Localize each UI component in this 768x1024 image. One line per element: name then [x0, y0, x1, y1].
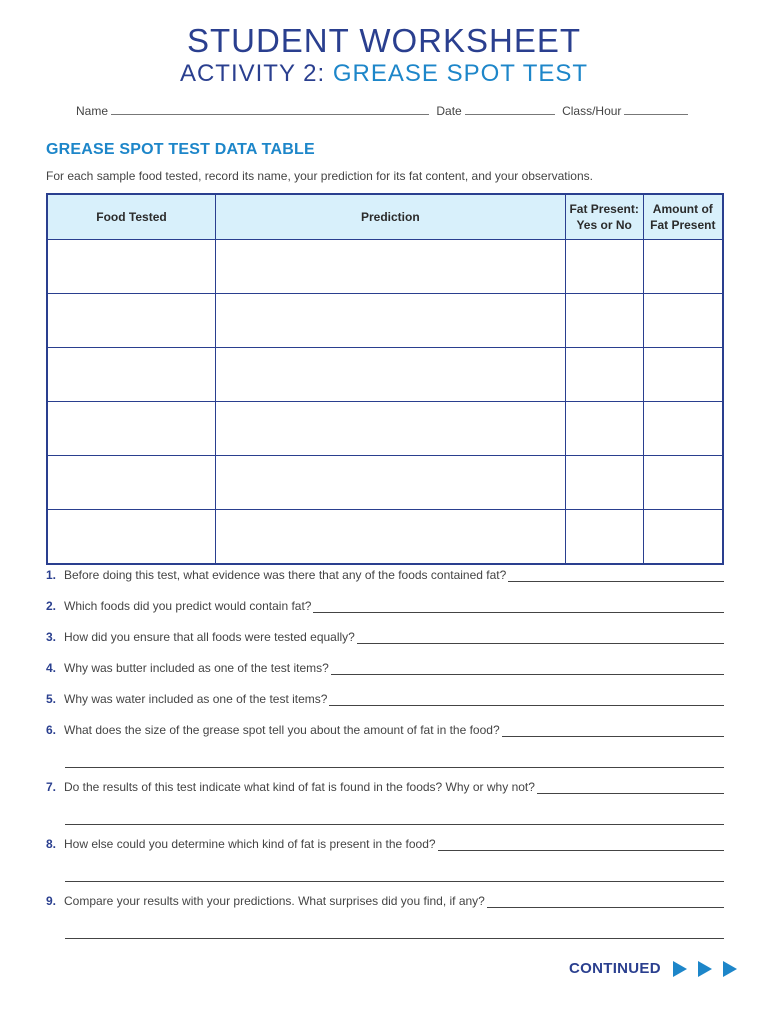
- fat-present-cell[interactable]: [565, 402, 643, 456]
- prediction-cell[interactable]: [215, 240, 565, 294]
- question-number: 1.: [46, 568, 57, 582]
- answer-line[interactable]: [331, 664, 724, 675]
- prediction-cell[interactable]: [215, 510, 565, 565]
- fat-present-cell[interactable]: [565, 510, 643, 565]
- answer-line[interactable]: [65, 767, 724, 768]
- food-cell[interactable]: [47, 456, 215, 510]
- table-row: [47, 240, 723, 294]
- table-row: [47, 348, 723, 402]
- question-number: 9.: [46, 894, 57, 908]
- table-row: [47, 456, 723, 510]
- question-text: How else could you determine which kind of fat is present in the food?: [64, 837, 436, 851]
- header-line: Fat Present: [650, 218, 716, 232]
- answer-line[interactable]: [438, 840, 724, 851]
- prediction-cell[interactable]: [215, 456, 565, 510]
- date-field[interactable]: [465, 103, 555, 115]
- question-text: How did you ensure that all foods were tested equally?: [64, 630, 355, 644]
- data-table: [46, 193, 724, 565]
- section-title: GREASE SPOT TEST DATA TABLE: [46, 141, 315, 158]
- amount-cell[interactable]: [643, 456, 723, 510]
- header-line: Amount of: [652, 202, 713, 216]
- food-cell[interactable]: [47, 294, 215, 348]
- question-item: [46, 661, 724, 675]
- question-item: [46, 723, 724, 737]
- play-triangle-icon: [723, 961, 737, 977]
- answer-line[interactable]: [502, 726, 724, 737]
- question-number: 7.: [46, 780, 57, 794]
- question-text: What does the size of the grease spot tell you about the amount of fat in the food?: [64, 723, 500, 737]
- question-text: Which foods did you predict would contain fat?: [64, 599, 312, 613]
- name-label: Name: [76, 104, 109, 118]
- question-item: [46, 692, 724, 706]
- amount-cell[interactable]: [643, 510, 723, 565]
- header-line: Fat Present:: [569, 202, 639, 216]
- amount-cell[interactable]: [643, 402, 723, 456]
- question-text: Compare your results with your predictions. What surprises did you find, if any?: [64, 894, 485, 908]
- answer-line[interactable]: [313, 602, 724, 613]
- continued-indicator: [569, 960, 737, 977]
- question-text: Before doing this test, what evidence was there that any of the foods contained fat?: [64, 568, 507, 582]
- food-cell[interactable]: [47, 510, 215, 565]
- activity-number: ACTIVITY 2:: [179, 60, 326, 87]
- answer-line[interactable]: [65, 938, 724, 939]
- fat-present-cell[interactable]: [565, 240, 643, 294]
- question-number: 3.: [46, 630, 57, 644]
- prediction-cell[interactable]: [215, 402, 565, 456]
- table-row: [47, 294, 723, 348]
- date-label: Date: [436, 104, 462, 118]
- answer-line[interactable]: [65, 881, 724, 882]
- question-number: 8.: [46, 837, 57, 851]
- food-cell[interactable]: [47, 402, 215, 456]
- table-row: [47, 510, 723, 565]
- answer-line[interactable]: [329, 695, 724, 706]
- column-header-fat-present: [565, 194, 643, 240]
- section-intro: For each sample food tested, record its name, your prediction for its fat content, and your observations.: [46, 169, 593, 183]
- header-line: Yes or No: [576, 218, 632, 232]
- question-number: 5.: [46, 692, 57, 706]
- question-item: [46, 894, 724, 908]
- column-header-amount: [643, 194, 723, 240]
- amount-cell[interactable]: [643, 348, 723, 402]
- prediction-cell[interactable]: [215, 294, 565, 348]
- question-item: [46, 780, 724, 794]
- answer-line[interactable]: [508, 571, 724, 582]
- food-cell[interactable]: [47, 240, 215, 294]
- play-triangle-icon: [698, 961, 712, 977]
- class-hour-field[interactable]: [624, 103, 688, 115]
- question-number: 2.: [46, 599, 57, 613]
- answer-line[interactable]: [537, 783, 724, 794]
- prediction-cell[interactable]: [215, 348, 565, 402]
- fat-present-cell[interactable]: [565, 294, 643, 348]
- play-triangle-icon: [673, 961, 687, 977]
- food-cell[interactable]: [47, 348, 215, 402]
- name-field[interactable]: [111, 103, 429, 115]
- question-text: Why was butter included as one of the test items?: [64, 661, 329, 675]
- activity-name: GREASE SPOT TEST: [332, 60, 589, 87]
- question-item: [46, 630, 724, 644]
- column-header-prediction: Prediction: [215, 194, 565, 240]
- question-item: [46, 599, 724, 613]
- table-row: [47, 402, 723, 456]
- question-number: 4.: [46, 661, 57, 675]
- answer-line[interactable]: [357, 633, 724, 644]
- worksheet-title: STUDENT WORKSHEET: [186, 22, 582, 59]
- student-info-row: [76, 103, 692, 118]
- question-number: 6.: [46, 723, 57, 737]
- question-text: Why was water included as one of the test items?: [64, 692, 328, 706]
- question-text: Do the results of this test indicate what kind of fat is found in the foods? Why or why not?: [64, 780, 535, 794]
- question-item: [46, 568, 724, 582]
- continued-label: CONTINUED: [569, 960, 661, 977]
- question-item: [46, 837, 724, 851]
- amount-cell[interactable]: [643, 240, 723, 294]
- column-header-food-tested: Food Tested: [47, 194, 215, 240]
- answer-line[interactable]: [65, 824, 724, 825]
- activity-title: [0, 60, 768, 88]
- answer-line[interactable]: [487, 897, 724, 908]
- fat-present-cell[interactable]: [565, 456, 643, 510]
- data-table-body: [47, 240, 723, 565]
- class-hour-label: Class/Hour: [562, 104, 622, 118]
- amount-cell[interactable]: [643, 294, 723, 348]
- fat-present-cell[interactable]: [565, 348, 643, 402]
